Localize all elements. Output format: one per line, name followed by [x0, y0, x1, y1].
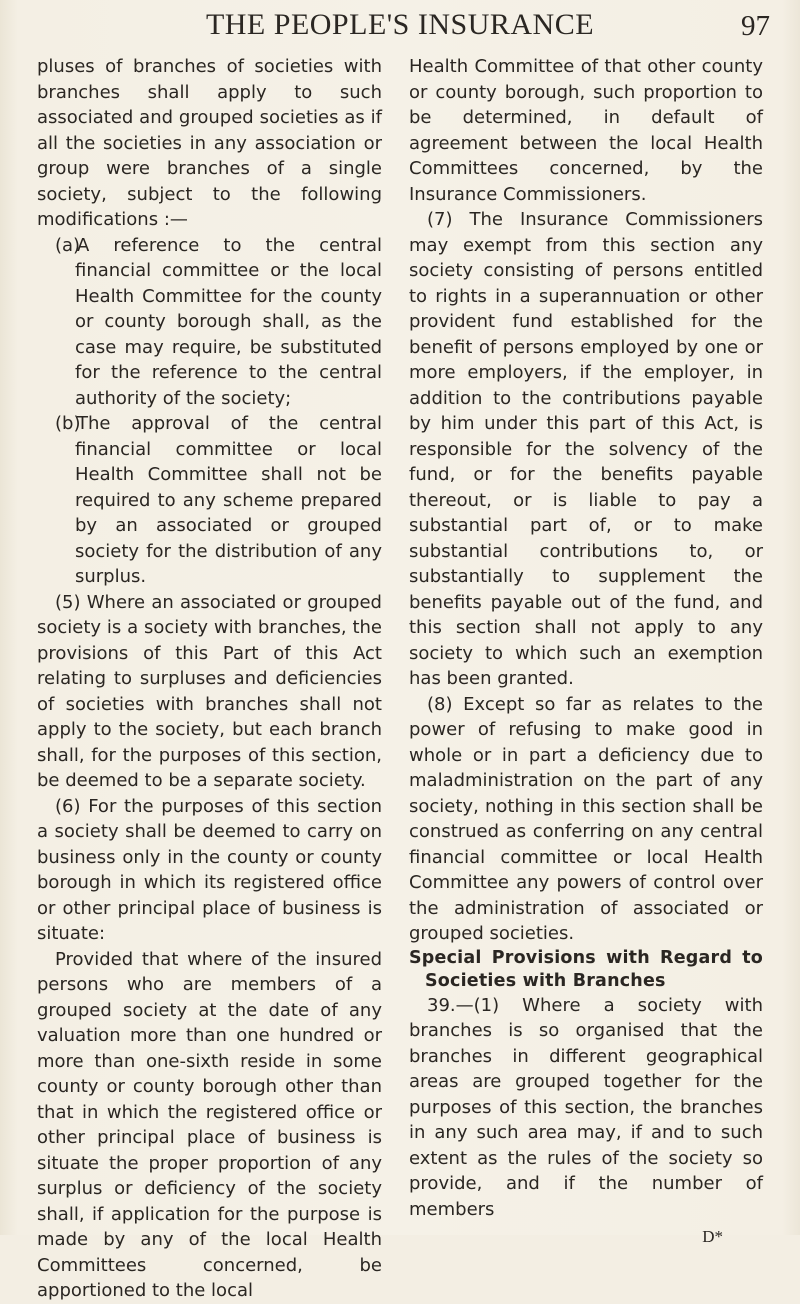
paragraph-6: (6) For the purposes of this section a society shall be deemed to carry on business only in the county or county borough in which its registered office or other principal place of business is situate: — [37, 795, 382, 944]
item-b — [37, 411, 382, 590]
paragraph-6-proviso: Provided that where of the insured persons who are members of a grouped society at the date of any valuation more than one hundred or more than one-sixth reside in some county or county borough other than that in which the registered office or other principal place of business is situate the proper proportion of any surplus or deficiency of the society shall, if application for the purpose is made by any of the local Health Committees concerned, be apportioned to the local — [37, 948, 382, 1301]
item-b-text: The approval of the central financial committee or local Health Committee shall not be required to any scheme prepared by an associated or grouped society for the distribution of any surplus. — [75, 413, 382, 587]
item-a-label: (a) — [55, 234, 81, 256]
item-a — [37, 233, 382, 412]
intro-paragraph: pluses of branches of societies with branches shall apply to such associated and grouped societies as if all the societies in any association or group were branches of a single society, subject to the following modifications :— — [37, 56, 382, 230]
page-header — [0, 6, 800, 46]
running-head: THE PEOPLE'S INSURANCE — [205, 8, 595, 41]
paragraph-7: (7) The Insurance Commissioners may exempt from this section any society consisting of persons entitled to rights in a superannuation or other provident fund established for the benefit of persons employed by one or more employers, if the employer, in addition to the contributions payable by him under this part of this Act, is responsible for the solvency of the fund, or for the benefits payable thereout, or is liable to pay a substantial part of, or to make substantial contributions to, or substantially to supplement the benefits payable out of the fund, and this section shall not apply to any society to which such an exemption has been granted. — [409, 209, 763, 689]
item-a-text: A reference to the central financial committee or the local Health Committee for the county or county borough shall, as the case may require, be substituted for the reference to the central authority of the society; — [75, 234, 382, 409]
item-b-label: (b) — [55, 413, 81, 434]
right-column — [409, 54, 763, 1250]
page-number: 97 — [741, 10, 770, 42]
paragraph-39: 39.—(1) Where a society with branches is so organised that the branches in different geographical areas are grouped together for the purposes of this section, the branches in any such area may, if and to such extent as the rules of the society so provide, and if the number of members — [409, 994, 763, 1220]
continuation-paragraph: Health Committee of that other county or county borough, such proportion to be determined, in default of agreement between the local Health Committees concerned, by the Insurance Commissioners. — [409, 56, 763, 205]
section-heading: Special Provisions with Regard to Societies with Branches — [409, 947, 763, 991]
left-column — [37, 54, 382, 1304]
paragraph-5: (5) Where an associated or grouped society is a society with branches, the provisions of this Part of this Act relating to surpluses and deficiencies of societies with branches shall not apply to the society, but each branch shall, for the purposes of this section, be deemed to be a separate society. — [37, 591, 382, 791]
signature-mark: D* — [702, 1227, 723, 1246]
paragraph-8: (8) Except so far as relates to the power of refusing to make good in whole or in part a deficiency due to maladministration on the part of any society, nothing in this section shall be construed as conferring on any central financial committee or local Health Committee any powers of control over the administration of associated or grouped societies. — [409, 693, 763, 944]
